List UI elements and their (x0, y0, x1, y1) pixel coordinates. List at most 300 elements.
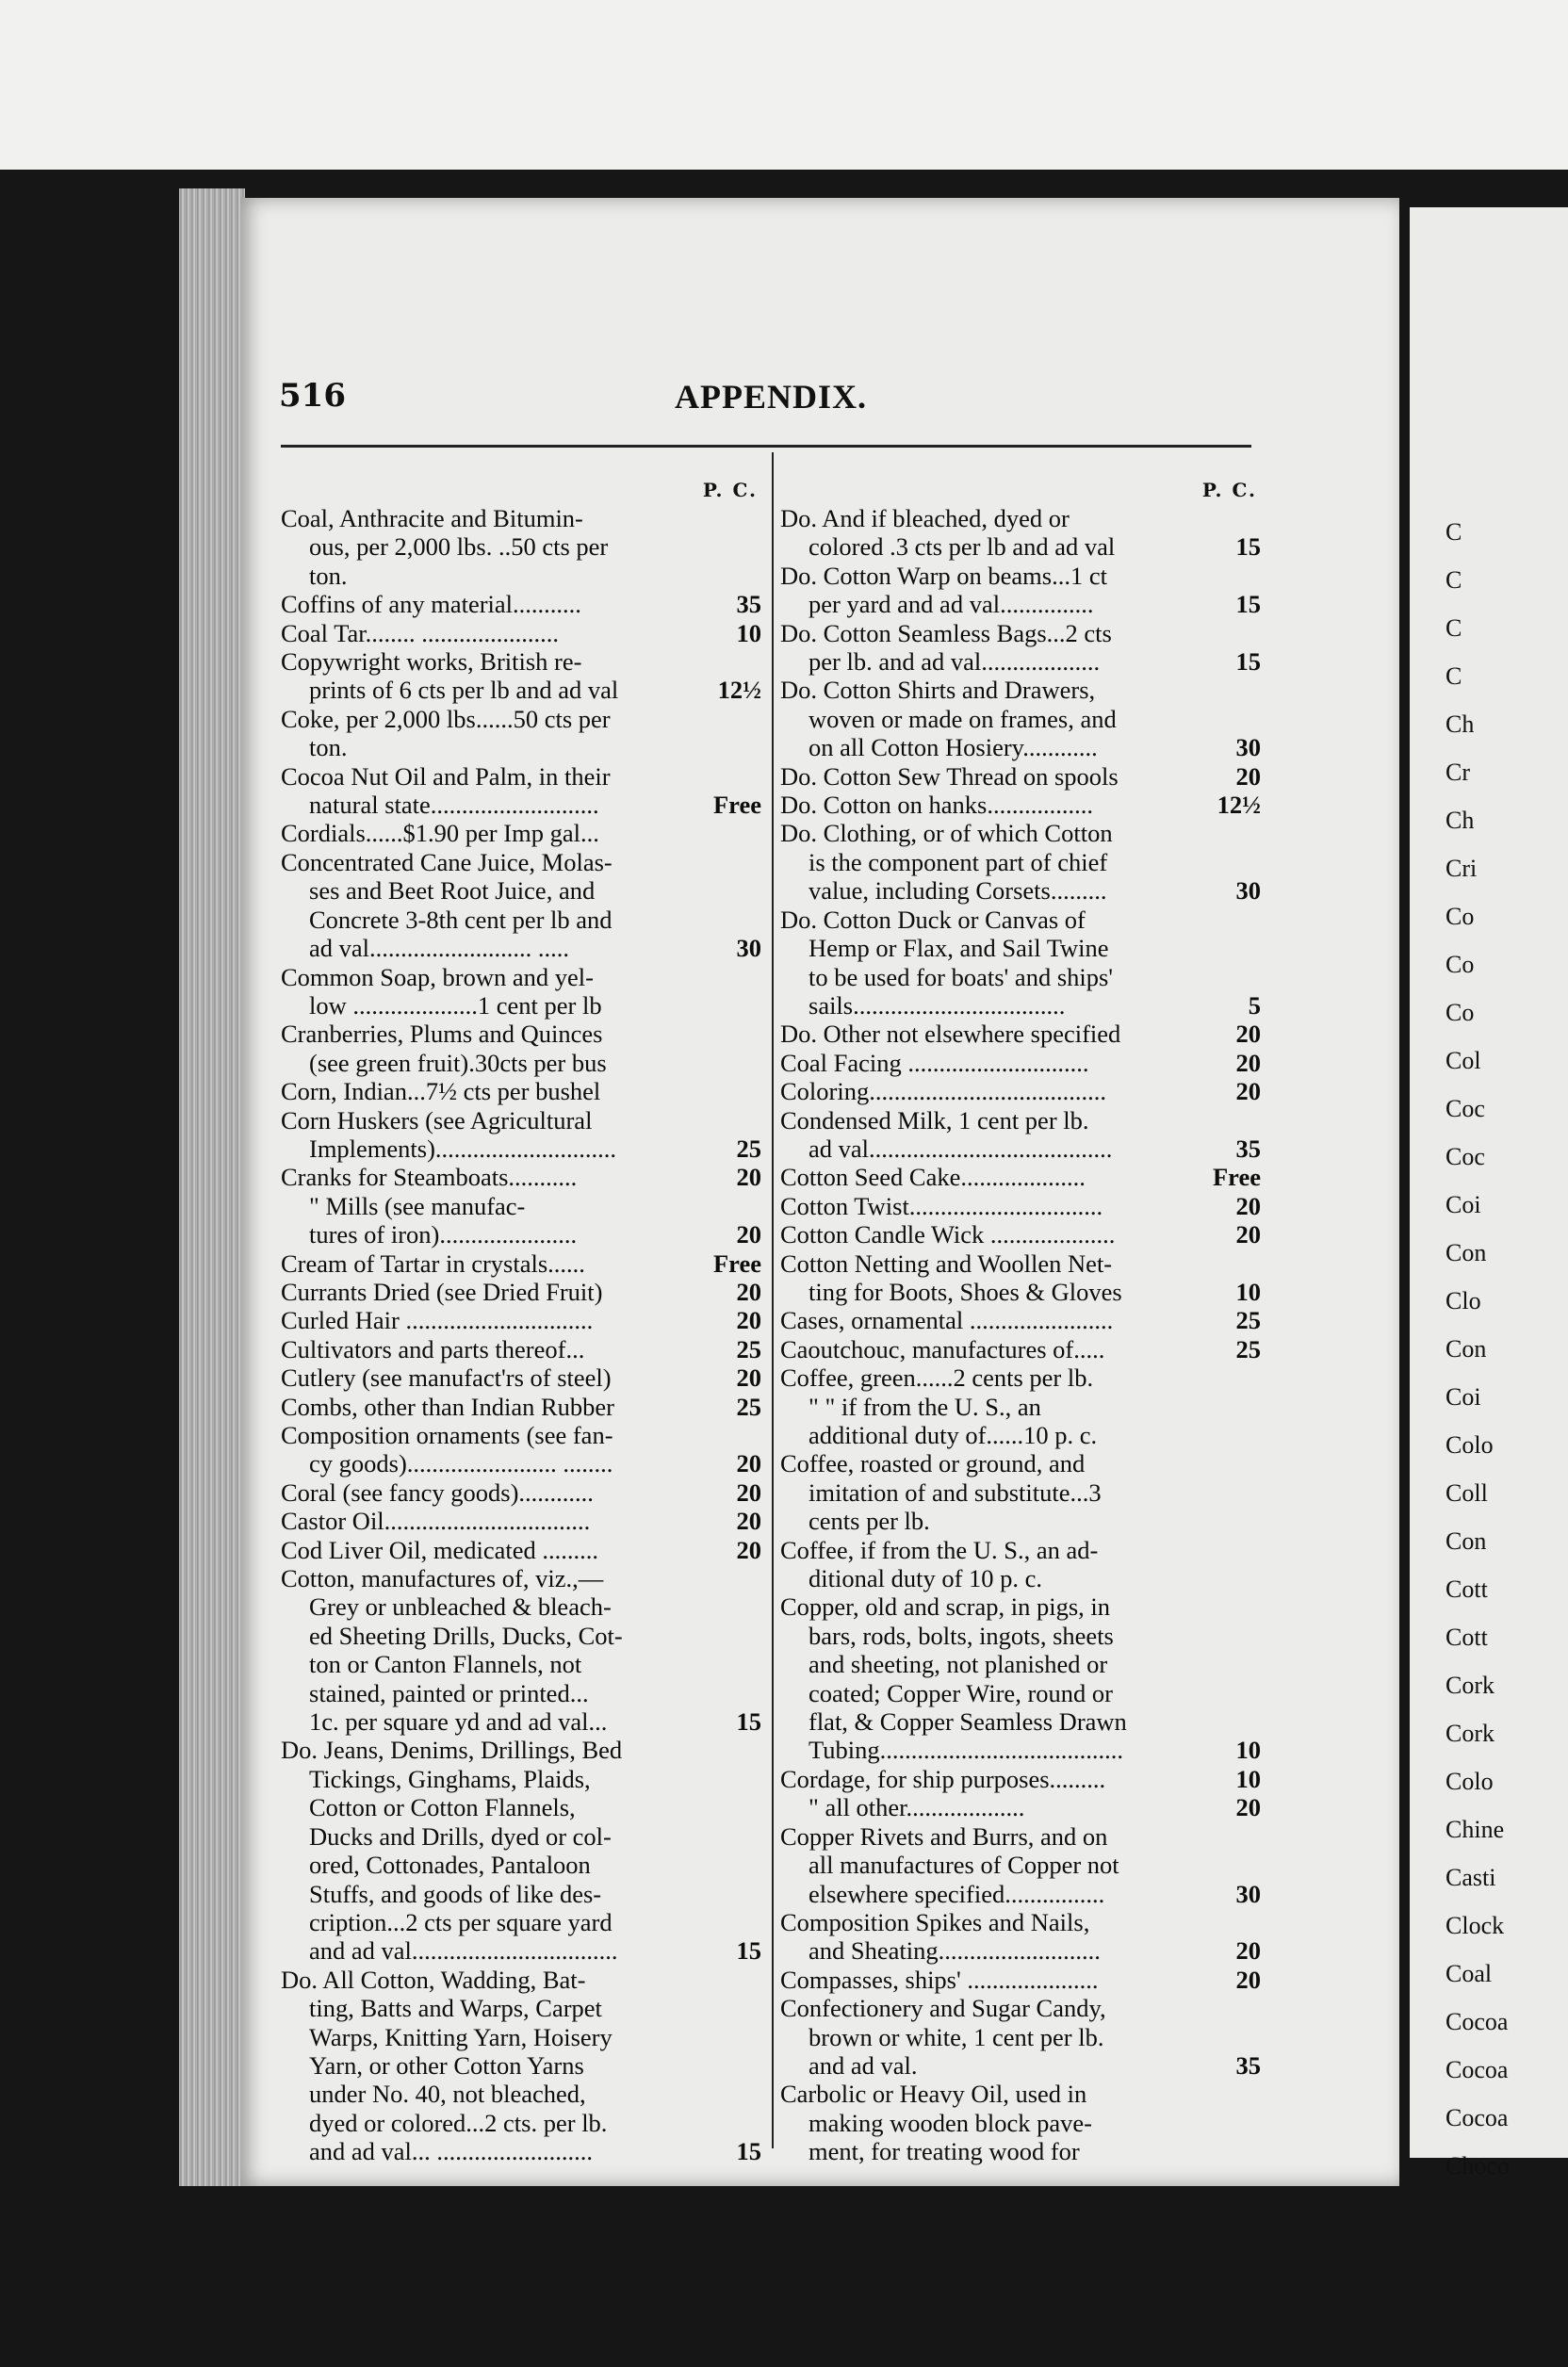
entry-text: elsewhere specified................ (808, 1879, 1105, 1908)
entry-text: cription...2 cts per square yard (309, 1907, 612, 1936)
tariff-entry (780, 1335, 1261, 1363)
tariff-entry (780, 1249, 1261, 1278)
right-column (780, 476, 1261, 2166)
tariff-entry (780, 2023, 1261, 2051)
tariff-entry (281, 1966, 761, 1994)
entry-text: ton or Canton Flannels, not (309, 1650, 582, 1679)
tariff-entry (281, 2109, 761, 2137)
entry-text: Cod Liver Oil, medicated ......... (281, 1535, 599, 1564)
entry-text: on all Cotton Hosiery............ (808, 733, 1098, 762)
entry-rate: Free (1213, 1163, 1261, 1192)
tariff-entry (281, 1564, 761, 1592)
right-page-text-fragment: Cocoa (1446, 2008, 1509, 2035)
tariff-entry (780, 1564, 1261, 1592)
entry-rate: 35 (1235, 2050, 1261, 2080)
tariff-entry (281, 791, 761, 819)
right-page-text-fragment: Colo (1446, 1768, 1494, 1795)
tariff-entry (281, 2051, 761, 2080)
entry-text: Do. Cotton on hanks................. (780, 791, 1093, 820)
right-page-text-fragment: Cott (1446, 1624, 1488, 1651)
entry-rate: 20 (736, 1220, 761, 1249)
left-column (281, 476, 761, 2166)
entry-text: under No. 40, not bleached, (309, 2080, 586, 2109)
entry-text: Concrete 3-8th cent per lb and (309, 905, 612, 934)
entry-text: Castor Oil................................. (281, 1507, 591, 1536)
tariff-entry (281, 1163, 761, 1191)
entry-text: Common Soap, brown and yel- (281, 962, 594, 991)
entry-text: ton. (309, 561, 348, 590)
header-rule (281, 445, 1251, 448)
tariff-entry (780, 963, 1261, 991)
right-page-text-fragment: Con (1446, 1239, 1487, 1266)
entry-rate: 20 (1235, 761, 1261, 791)
tariff-entry (281, 2137, 761, 2165)
entry-text: per lb. and ad val................... (808, 647, 1101, 677)
tariff-entry (281, 1278, 761, 1306)
tariff-entry (780, 1966, 1261, 1994)
tariff-entry (780, 1679, 1261, 1707)
entry-text: and Sheating.......................... (808, 1936, 1101, 1966)
entry-rate: 15 (1235, 647, 1261, 677)
right-page-text-fragment: Coll (1446, 1479, 1488, 1507)
tariff-entry (780, 1707, 1261, 1736)
tariff-entry (780, 1192, 1261, 1220)
tariff-entry (780, 1880, 1261, 1908)
tariff-entry (780, 762, 1261, 791)
tariff-entry (780, 934, 1261, 962)
right-page-text-fragment: C (1446, 518, 1462, 546)
entry-text: Condensed Milk, 1 cent per lb. (780, 1105, 1089, 1135)
right-page-text-fragment: C (1446, 566, 1462, 594)
tariff-entry (281, 1592, 761, 1621)
entry-text: Cocoa Nut Oil and Palm, in their (281, 761, 611, 791)
entry-text: Composition ornaments (see fan- (281, 1421, 613, 1449)
tariff-entry (281, 1908, 761, 1936)
tariff-entry (780, 1507, 1261, 1535)
entry-text: ous, per 2,000 lbs. ..50 cts per (309, 532, 609, 562)
entry-text: ting, Batts and Warps, Carpet (309, 1994, 602, 2023)
entry-text: Cases, ornamental ....................... (780, 1306, 1114, 1335)
entry-text: Do. Cotton Sew Thread on spools (780, 761, 1119, 791)
tariff-entry (281, 1536, 761, 1564)
entry-rate: 25 (1235, 1306, 1261, 1335)
page-header (279, 377, 1250, 433)
entry-text: Cotton Netting and Woollen Net- (780, 1249, 1113, 1278)
entry-text: 1c. per square yd and ad val... (309, 1707, 608, 1737)
entry-text: low ....................1 cent per lb (309, 990, 602, 1020)
entry-rate: 35 (736, 590, 761, 619)
right-page-text-fragment: Co (1446, 999, 1475, 1026)
entry-text: Stuffs, and goods of like des- (309, 1879, 602, 1908)
tariff-entry (780, 1077, 1261, 1105)
entry-text: imitation of and substitute...3 (808, 1477, 1102, 1507)
tariff-entry (281, 733, 761, 761)
tariff-entry (281, 2023, 761, 2051)
tariff-entry (780, 2137, 1261, 2165)
tariff-entry (780, 1994, 1261, 2022)
entry-text: additional duty of......10 p. c. (808, 1421, 1098, 1449)
entry-text: Cream of Tartar in crystals...... (281, 1249, 585, 1278)
tariff-entry (281, 1736, 761, 1764)
entry-rate: 20 (736, 1507, 761, 1536)
entry-rate: 10 (1235, 1277, 1261, 1306)
right-page-text-fragment: Casti (1446, 1864, 1496, 1891)
entry-rate: 15 (736, 1707, 761, 1737)
entry-text: Cordials......$1.90 per Imp gal... (281, 819, 599, 848)
entry-text: Coloring...................................... (780, 1077, 1106, 1106)
entry-rate: 20 (1235, 1965, 1261, 1994)
entry-rate: 25 (1235, 1334, 1261, 1363)
entry-text: Cultivators and parts thereof... (281, 1334, 585, 1363)
tariff-entry (281, 532, 761, 561)
tariff-entry (281, 1220, 761, 1249)
tariff-entry (281, 1507, 761, 1535)
tariff-entry (281, 1822, 761, 1851)
entry-text: Coffins of any material........... (281, 590, 581, 619)
tariff-entry (281, 991, 761, 1020)
tariff-entry (780, 1536, 1261, 1564)
tariff-entry (780, 1822, 1261, 1851)
right-page-text-fragment: Cocoa (1446, 2056, 1509, 2083)
entry-text: Do. Cotton Shirts and Drawers, (780, 676, 1096, 705)
entry-rate: 15 (736, 1936, 761, 1966)
tariff-entry (281, 1363, 761, 1392)
entry-text: Coral (see fancy goods)............ (281, 1477, 594, 1507)
tariff-entry (281, 1421, 761, 1449)
right-page-text-fragment: Cocoa (1446, 2104, 1509, 2131)
tariff-entry (780, 1650, 1261, 1678)
tariff-entry (281, 647, 761, 676)
entry-rate: 20 (736, 1163, 761, 1192)
right-page-text-fragment: Clock (1446, 1912, 1505, 1939)
right-page-text-fragment: C (1446, 662, 1462, 690)
entry-text: Caoutchouc, manufactures of..... (780, 1334, 1105, 1363)
tariff-entry (281, 1020, 761, 1048)
tariff-entry (780, 647, 1261, 676)
column-divider (772, 452, 774, 2148)
entry-text: flat, & Copper Seamless Drawn (808, 1707, 1127, 1737)
tariff-entry (281, 1707, 761, 1736)
entry-rate: 12½ (1217, 791, 1261, 820)
right-page-fragment (1410, 207, 1568, 2179)
entry-text: woven or made on frames, and (808, 704, 1117, 733)
entry-text: ditional duty of 10 p. c. (808, 1564, 1043, 1593)
entry-text: cents per lb. (808, 1507, 930, 1536)
tariff-entry (780, 1449, 1261, 1477)
entry-text: Cranberries, Plums and Quinces (281, 1020, 603, 1049)
tariff-entry (281, 705, 761, 733)
entry-rate: 20 (736, 1306, 761, 1335)
tariff-entry (780, 1765, 1261, 1793)
tariff-entry (780, 1306, 1261, 1334)
tariff-entry (281, 1106, 761, 1135)
right-page-text-fragment: Choco (1446, 2152, 1510, 2179)
entry-text: Implements)............................. (309, 1134, 617, 1163)
tariff-entry (281, 848, 761, 876)
tariff-entry (281, 1449, 761, 1477)
tariff-entry (780, 1793, 1261, 1821)
right-page-text-fragment: Cott (1446, 1575, 1488, 1603)
right-page-text-fragment: Clo (1446, 1287, 1481, 1314)
page-edges (179, 188, 245, 2186)
pc-column-header: P. C. (1201, 479, 1257, 501)
entry-text: Concentrated Cane Juice, Molas- (281, 847, 612, 876)
tariff-entry (281, 1335, 761, 1363)
entry-text: " all other................... (808, 1793, 1025, 1822)
entry-text: ment, for treating wood for (808, 2137, 1080, 2166)
right-page-text-fragment: Con (1446, 1335, 1487, 1363)
tariff-entry (281, 676, 761, 704)
entry-rate: 20 (736, 1449, 761, 1478)
tariff-entry (281, 1765, 761, 1793)
tariff-entry (281, 934, 761, 962)
entry-text: Do. Jeans, Denims, Drillings, Bed (281, 1736, 623, 1765)
tariff-entry (780, 1592, 1261, 1621)
entry-text: per yard and ad val............... (808, 590, 1094, 619)
right-page-text-fragment: Col (1446, 1047, 1481, 1074)
tariff-entry (780, 991, 1261, 1020)
entry-text: Copper Rivets and Burrs, and on (780, 1821, 1108, 1851)
entry-text: to be used for boats' and ships' (808, 962, 1114, 991)
tariff-entry (780, 1936, 1261, 1965)
tariff-entry (281, 819, 761, 847)
entry-text: Combs, other than Indian Rubber (281, 1392, 615, 1421)
entry-text: Coke, per 2,000 lbs......50 cts per (281, 704, 611, 733)
entry-text: cy goods)........................ ........ (309, 1449, 613, 1478)
entry-rate: 25 (736, 1392, 761, 1421)
tariff-entry (780, 504, 1261, 532)
tariff-entry (780, 590, 1261, 618)
entry-text: ed Sheeting Drills, Ducks, Cot- (309, 1621, 623, 1650)
tariff-entry (281, 1393, 761, 1421)
tariff-entry (281, 2080, 761, 2108)
entry-text: and ad val. (808, 2050, 918, 2080)
entry-text: Corn, Indian...7½ cts per bushel (281, 1077, 601, 1106)
tariff-entry (281, 1679, 761, 1707)
tariff-entry (281, 1793, 761, 1821)
entry-text: and sheeting, not planished or (808, 1650, 1108, 1679)
entry-rate: 20 (1235, 1793, 1261, 1822)
entry-text: ored, Cottonades, Pantaloon (309, 1851, 591, 1880)
entry-text: Coffee, green......2 cents per lb. (780, 1363, 1094, 1393)
entry-text: Coffee, if from the U. S., an ad- (780, 1535, 1099, 1564)
right-page-text-fragment: Coc (1446, 1143, 1485, 1170)
tariff-entry (281, 619, 761, 647)
entry-text: Tubing....................................... (808, 1736, 1123, 1765)
entry-text: Do. Clothing, or of which Cotton (780, 819, 1113, 848)
entry-text: colored .3 cts per lb and ad val (808, 532, 1116, 562)
entry-rate: 20 (1235, 1191, 1261, 1220)
entry-text: dyed or colored...2 cts. per lb. (309, 2108, 608, 2137)
entry-text: is the component part of chief (808, 847, 1108, 876)
entry-text: natural state........................... (309, 791, 599, 820)
entry-text: Do. Cotton Duck or Canvas of (780, 905, 1086, 934)
entry-text: prints of 6 cts per lb and ad val (309, 676, 619, 705)
entry-text: Cutlery (see manufact'rs of steel) (281, 1363, 612, 1393)
entry-rate: 20 (1235, 1220, 1261, 1249)
tariff-entry (780, 1478, 1261, 1507)
entry-text: Cordage, for ship purposes......... (780, 1764, 1106, 1793)
entry-rate: 20 (1235, 1077, 1261, 1106)
entry-text: Yarn, or other Cotton Yarns (309, 2050, 584, 2080)
tariff-entry (780, 1163, 1261, 1191)
tariff-entry (780, 2109, 1261, 2137)
entry-text: Do. All Cotton, Wadding, Bat- (281, 1965, 586, 1994)
entry-rate: 20 (1235, 1020, 1261, 1049)
entry-text: sails.................................. (808, 990, 1066, 1020)
right-page-text-fragment: Cork (1446, 1672, 1494, 1699)
right-page-text-fragment: Chine (1446, 1816, 1505, 1843)
tariff-entry (780, 1220, 1261, 1249)
tariff-entry (780, 2080, 1261, 2108)
entry-text: bars, rods, bolts, ingots, sheets (808, 1621, 1114, 1650)
entry-text: brown or white, 1 cent per lb. (808, 2022, 1104, 2051)
right-page-text-fragment: Colo (1446, 1431, 1494, 1459)
entry-rate: 10 (1235, 1736, 1261, 1765)
pc-column-header: P. C. (702, 479, 758, 501)
entry-text: Tickings, Ginghams, Plaids, (309, 1764, 591, 1793)
page-title: APPENDIX. (675, 378, 867, 416)
entry-text: ad val....................................... (808, 1134, 1113, 1163)
right-page-text-fragment: Coi (1446, 1191, 1481, 1218)
tariff-entry (281, 1650, 761, 1678)
tariff-entry (780, 1049, 1261, 1077)
tariff-entry (281, 590, 761, 618)
tariff-entry (780, 619, 1261, 647)
right-page-text-fragment: Ch (1446, 710, 1475, 738)
tariff-entry (281, 1622, 761, 1650)
entry-text: Cotton Twist............................... (780, 1191, 1103, 1220)
entry-text: Do. Cotton Seamless Bags...2 cts (780, 618, 1112, 647)
tariff-entry (281, 762, 761, 791)
tariff-entry (281, 504, 761, 532)
tariff-entry (780, 1106, 1261, 1135)
entry-text: Curled Hair .............................. (281, 1306, 594, 1335)
entry-text: Composition Spikes and Nails, (780, 1907, 1090, 1936)
tariff-entry (281, 1478, 761, 1507)
entry-text: Currants Dried (see Dried Fruit) (281, 1277, 603, 1306)
tariff-entry (281, 1049, 761, 1077)
tariff-entry (281, 963, 761, 991)
tariff-entry (780, 848, 1261, 876)
tariff-entry (780, 1736, 1261, 1764)
tariff-entry (281, 1851, 761, 1879)
entry-text: stained, painted or printed... (309, 1678, 589, 1707)
entry-text: value, including Corsets......... (808, 876, 1107, 906)
tariff-entry (780, 733, 1261, 761)
tariff-entry (780, 876, 1261, 905)
tariff-entry (780, 532, 1261, 561)
entry-text: ton. (309, 733, 348, 762)
entry-rate: 35 (1235, 1134, 1261, 1163)
right-page-text-fragment: Coc (1446, 1095, 1485, 1122)
entry-text: Cranks for Steamboats........... (281, 1163, 578, 1192)
entry-text: Coal, Anthracite and Bitumin- (281, 504, 583, 532)
tariff-entry (780, 1363, 1261, 1392)
entry-text: and ad val................................. (309, 1936, 618, 1966)
right-page-text-fragment: Co (1446, 903, 1475, 930)
entry-text: all manufactures of Copper not (808, 1851, 1119, 1880)
entry-text: ses and Beet Root Juice, and (309, 876, 596, 906)
entry-text: Do. Cotton Warp on beams...1 ct (780, 561, 1107, 590)
entry-text: Cotton Seed Cake.................... (780, 1163, 1086, 1192)
entry-text: Coal Tar........ ...................... (281, 618, 560, 647)
entry-rate: 25 (736, 1134, 761, 1163)
entry-text: Cotton, manufactures of, viz.,— (281, 1564, 604, 1593)
right-page-text-fragment: Cr (1446, 759, 1470, 786)
entry-text: Hemp or Flax, and Sail Twine (808, 934, 1109, 963)
right-page-text-fragment: Ch (1446, 807, 1475, 834)
tariff-entry (780, 2051, 1261, 2080)
entry-text: Copywright works, British re- (281, 647, 582, 677)
entry-text: Warps, Knitting Yarn, Hoisery (309, 2022, 612, 2051)
tariff-entry (780, 1020, 1261, 1048)
tariff-entry (281, 906, 761, 934)
tariff-entry (281, 1077, 761, 1105)
entry-text: Coal Facing ............................. (780, 1048, 1089, 1077)
right-page-text-fragment: Con (1446, 1527, 1487, 1555)
entry-rate: 10 (1235, 1764, 1261, 1793)
entry-text: Corn Huskers (see Agricultural (281, 1105, 593, 1135)
right-page-text-fragment: Cork (1446, 1720, 1494, 1747)
right-page-text-fragment: Cri (1446, 855, 1478, 882)
entry-text: Cotton or Cotton Flannels, (309, 1793, 576, 1822)
entry-rate: 15 (736, 2137, 761, 2166)
entry-text: Copper, old and scrap, in pigs, in (780, 1592, 1111, 1622)
tariff-entry (780, 906, 1261, 934)
entry-rate: 15 (1235, 590, 1261, 619)
page-number: 516 (279, 377, 346, 415)
entry-text: ting for Boots, Shoes & Gloves (808, 1277, 1122, 1306)
entry-text: Cotton Candle Wick .................... (780, 1220, 1116, 1249)
entry-rate: 5 (1248, 990, 1261, 1020)
entry-rate: 20 (1235, 1936, 1261, 1966)
entry-rate: Free (713, 1249, 761, 1278)
entry-rate: 20 (1235, 1048, 1261, 1077)
entry-text: (see green fruit).30cts per bus (309, 1048, 607, 1077)
entry-text: Ducks and Drills, dyed or col- (309, 1821, 612, 1851)
entry-rate: 20 (736, 1535, 761, 1564)
tariff-entry (780, 1135, 1261, 1163)
entry-text: " Mills (see manufac- (309, 1191, 526, 1220)
entry-text: tures of iron)...................... (309, 1220, 578, 1249)
entry-rate: 15 (1235, 532, 1261, 562)
tariff-entry (780, 562, 1261, 590)
background-top (0, 0, 1568, 170)
tariff-entry (780, 1622, 1261, 1650)
tariff-entry (281, 1306, 761, 1334)
tariff-entry (780, 1908, 1261, 1936)
right-page-text-fragment: Coi (1446, 1383, 1481, 1411)
right-page-text-fragment: C (1446, 614, 1462, 642)
entry-rate: 10 (736, 618, 761, 647)
entry-text: Coffee, roasted or ground, and (780, 1449, 1086, 1478)
tariff-entry (281, 1192, 761, 1220)
tariff-entry (780, 1851, 1261, 1879)
entry-text: Grey or unbleached & bleach- (309, 1592, 612, 1622)
tariff-entry (780, 1421, 1261, 1449)
right-page-text-fragment: Coal (1446, 1960, 1493, 1987)
tariff-entry (780, 705, 1261, 733)
tariff-entry (281, 562, 761, 590)
entry-rate: 20 (736, 1277, 761, 1306)
tariff-entry (281, 1936, 761, 1965)
entry-text: Carbolic or Heavy Oil, used in (780, 2080, 1087, 2109)
tariff-entry (281, 876, 761, 905)
tariff-entry (780, 1278, 1261, 1306)
entry-text: Confectionery and Sugar Candy, (780, 1994, 1106, 2023)
entry-text: coated; Copper Wire, round or (808, 1678, 1113, 1707)
